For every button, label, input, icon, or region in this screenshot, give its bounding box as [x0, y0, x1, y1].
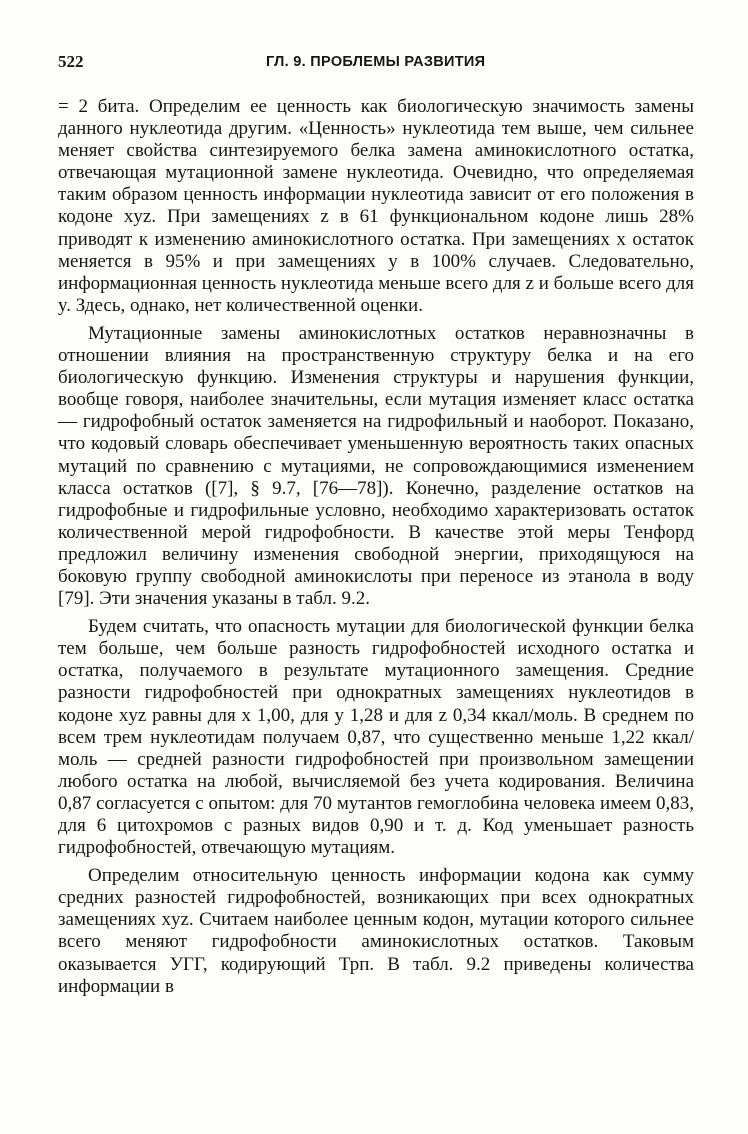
running-head: ГЛ. 9. ПРОБЛЕМЫ РАЗВИТИЯ [266, 54, 486, 70]
paragraph-3: Будем считать, что опасность мутации для биологической функции белка тем больше, чем больше разность гидрофобностей исходного остатка и остатка, получаемого в результате мутационного замещения. Средние разности гидрофобностей при однократных замещениях нуклеотидов в кодоне xyz равны для x 1,00, для y 1,28 и для z 0,34 ккал/моль. В среднем по всем трем нуклеотидам получаем 0,87, что существенно меньше 1,22 ккал/моль — средней разности гидрофобностей при произвольном замещении любого остатка на любой, вычисляемой без учета кодирования. Величина 0,87 согласуется с опытом: для 70 мутантов гемоглобина человека имеем 0,83, для 6 цитохромов c разных видов 0,90 и т. д. Код уменьшает разность гидрофобностей, отвечающую мутациям. [58, 616, 694, 859]
paragraph-1: = 2 бита. Определим ее ценность как биологическую значимость замены данного нуклеотида другим. «Ценность» нуклеотида тем выше, чем сильнее меняет свойства синтезируемого белка замена аминокислотного остатка, отвечающая мутационной замене нуклеотида. Очевидно, что определяемая таким образом ценность информации нуклеотида зависит от его положения в кодоне xyz. При замещениях z в 61 функциональном кодоне лишь 28% приводят к изменению аминокислотного остатка. При замещениях x остаток меняется в 95% и при замещениях y в 100% случаев. Следовательно, информационная ценность нуклеотида меньше всего для z и больше всего для y. Здесь, однако, нет количественной оценки. [58, 96, 694, 316]
page-header [58, 52, 696, 80]
paragraph-2: Мутационные замены аминокислотных остатков неравнозначны в отношении влияния на пространственную структуру белка и на его биологическую функцию. Изменения структуры и нарушения функции, вообще говоря, наиболее значительны, если мутация изменяет класс остатка — гидрофобный остаток заменяется на гидрофильный и наоборот. Показано, что кодовый словарь обеспечивает уменьшенную вероятность таких опасных мутаций по сравнению с мутациями, не сопровождающимися изменением класса остатков ([7], § 9.7, [76—78]). Конечно, разделение остатков на гидрофобные и гидрофильные условно, необходимо характеризовать остаток количественной мерой гидрофобности. В качестве этой меры Тенфорд предложил величину изменения свободной энергии, приходящуюся на боковую группу свободной аминокислоты при переносе из этанола в воду [79]. Эти значения указаны в табл. 9.2. [58, 322, 694, 610]
page-body [58, 96, 694, 1004]
paragraph-4: Определим относительную ценность информации кодона как сумму средних разностей гидрофобностей, возникающих при всех однократных замещениях xyz. Считаем наиболее ценным кодон, мутации которого сильнее всего меняют гидрофобности аминокислотных остатков. Таковым оказывается УГГ, кодирующий Трп. В табл. 9.2 приведены количества информации в [58, 865, 694, 997]
page-number: 522 [58, 52, 84, 71]
